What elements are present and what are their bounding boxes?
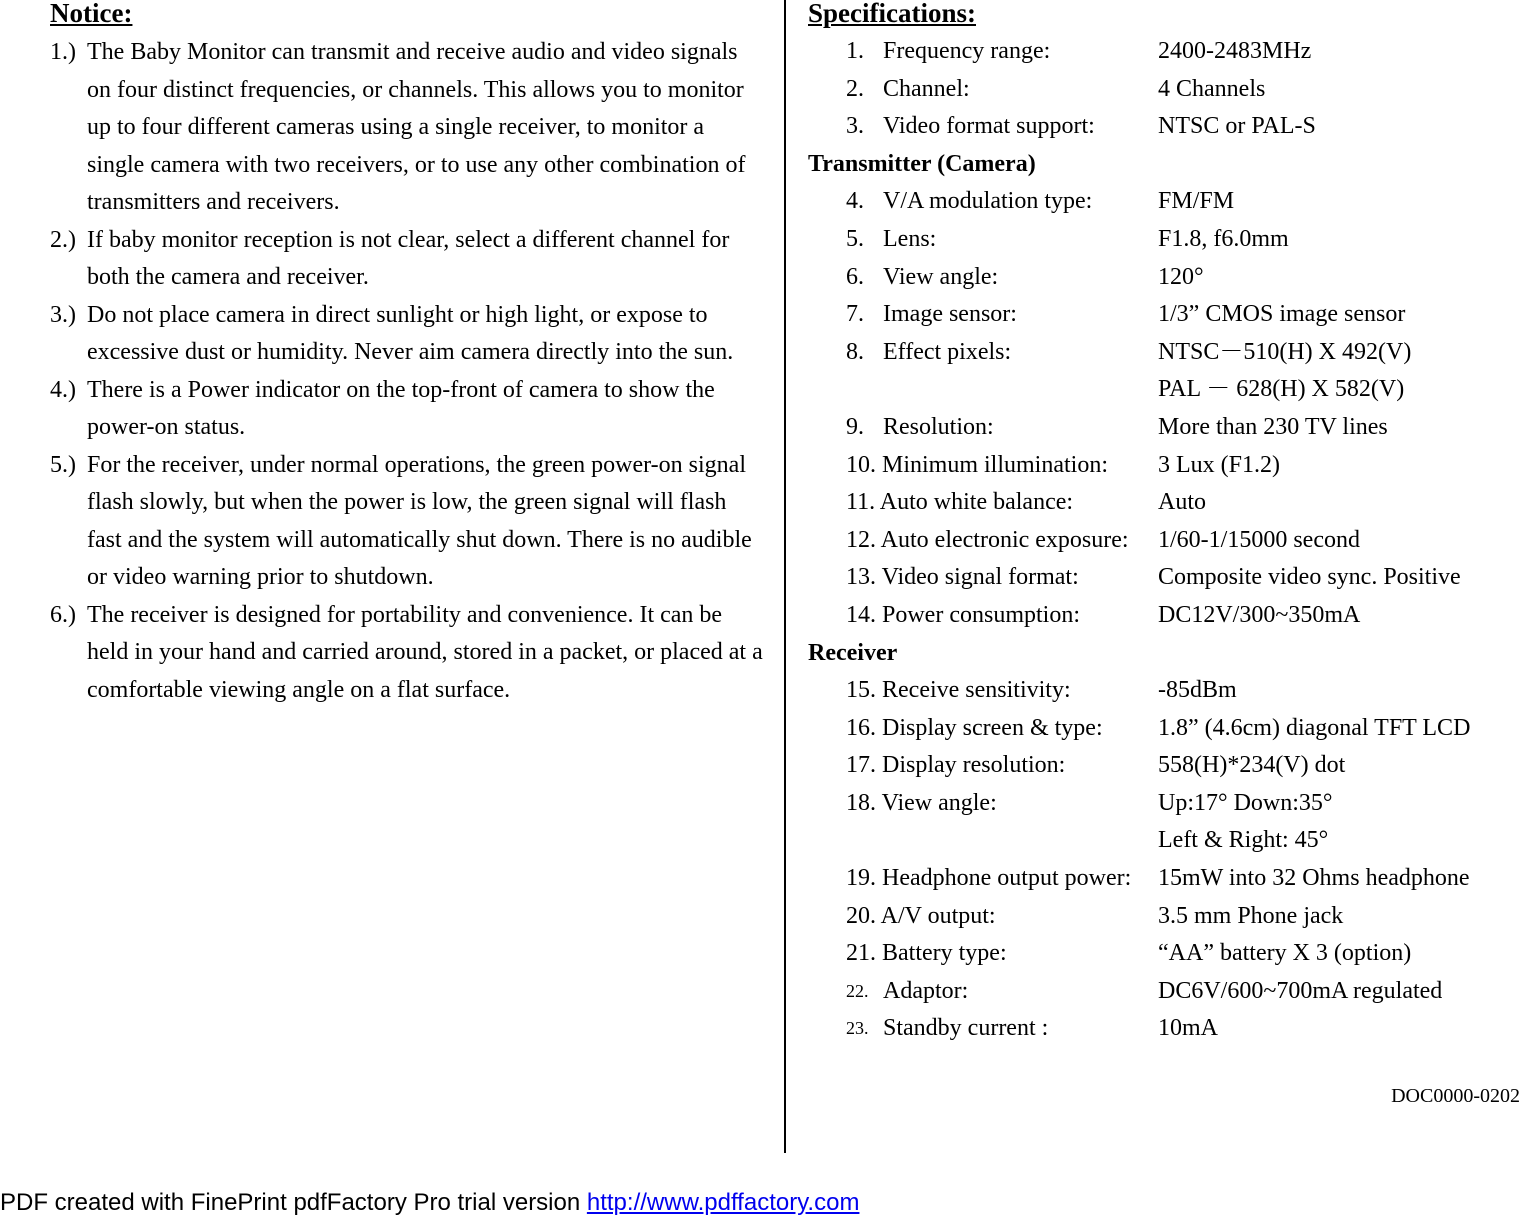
spec-value: 3.5 mm Phone jack	[1158, 902, 1344, 929]
notice-item-2	[50, 222, 765, 297]
spec-label: Video format support:	[883, 113, 1095, 140]
spec-number: 2.	[846, 75, 864, 102]
spec-number: 22.	[846, 980, 869, 1001]
spec-row	[808, 1010, 1520, 1048]
notice-item-6	[50, 597, 765, 710]
spec-number: 9.	[846, 413, 864, 440]
notice-item-text: There is a Power indicator on the top-front of camera to show the power-on status.	[87, 376, 715, 440]
spec-value: Auto	[1158, 489, 1206, 516]
spec-label: Lens:	[883, 225, 937, 252]
spec-label: 11. Auto white balance:	[846, 489, 1074, 516]
document-code: DOC0000-0202	[1391, 1085, 1520, 1107]
notice-item-5	[50, 447, 765, 597]
specifications-heading: Specifications:	[808, 0, 976, 28]
spec-value: 120°	[1158, 263, 1204, 290]
spec-value: Up:17° Down:35°	[1158, 789, 1333, 816]
spec-value: 1.8” (4.6cm) diagonal TFT LCD	[1158, 714, 1471, 741]
spec-label: 20. A/V output:	[846, 902, 996, 929]
spec-value: NTSC or PAL-S	[1158, 113, 1316, 140]
spec-value: 10mA	[1158, 1015, 1218, 1042]
notice-section	[50, 0, 765, 709]
spec-row	[808, 559, 1520, 597]
pdf-footer	[0, 1188, 859, 1218]
spec-label: 18. View angle:	[846, 789, 997, 816]
spec-label: Resolution:	[883, 413, 994, 440]
notice-item-number: 5.)	[50, 451, 76, 478]
spec-row	[808, 973, 1520, 1011]
spec-number: 5.	[846, 225, 864, 252]
notice-item-text: For the receiver, under normal operations, the green power-on signal flash slowly, but when the power is low, the green signal will flash fast and the system will automatically shut down. There is no audible or video warning prior to shutdown.	[87, 451, 752, 590]
spec-value: NTSC－510(H) X 492(V)	[1158, 338, 1412, 365]
spec-row	[808, 71, 1520, 109]
spec-row-continuation	[808, 371, 1520, 409]
spec-value: DC12V/300~350mA	[1158, 601, 1361, 628]
spec-number: 1.	[846, 38, 864, 64]
spec-number: 8.	[846, 338, 864, 365]
spec-label: V/A modulation type:	[883, 188, 1093, 215]
notice-item-number: 4.)	[50, 376, 76, 403]
notice-item-number: 2.)	[50, 226, 76, 253]
spec-row	[808, 259, 1520, 297]
footer-link[interactable]: http://www.pdffactory.com	[586, 1189, 860, 1216]
spec-label: 13. Video signal format:	[846, 564, 1079, 591]
spec-label: 15. Receive sensitivity:	[846, 677, 1071, 704]
spec-value: Composite video sync. Positive	[1158, 564, 1461, 591]
notice-item-number: 1.)	[50, 39, 76, 65]
spec-value: F1.8, f6.0mm	[1158, 225, 1289, 252]
spec-label: 19. Headphone output power:	[846, 865, 1132, 892]
notice-list	[50, 34, 765, 709]
spec-number: 7.	[846, 301, 864, 328]
notice-item-text: If baby monitor reception is not clear, select a different channel for both the camera and receiver.	[87, 226, 730, 290]
spec-value: 3 Lux (F1.2)	[1158, 451, 1280, 478]
spec-row-continuation	[808, 822, 1520, 860]
spec-row	[808, 898, 1520, 936]
column-divider	[784, 0, 786, 1153]
notice-heading: Notice:	[50, 0, 133, 28]
notice-item-text: Do not place camera in direct sunlight or high light, or expose to excessive dust or humidity. Never aim camera directly into the sun.	[87, 301, 734, 365]
spec-number: 23.	[846, 1018, 869, 1039]
spec-value: Left & Right: 45°	[1158, 827, 1329, 854]
specifications-section	[808, 0, 1520, 1107]
spec-label: Adaptor:	[883, 977, 969, 1004]
spec-value: 4 Channels	[1158, 75, 1266, 102]
spec-row	[808, 785, 1520, 823]
spec-label: Channel:	[883, 75, 970, 102]
spec-label: 21. Battery type:	[846, 940, 1007, 967]
spec-label: 12. Auto electronic exposure:	[846, 526, 1129, 553]
spec-row	[808, 409, 1520, 447]
spec-value: PAL － 628(H) X 582(V)	[1158, 376, 1405, 403]
spec-row	[808, 296, 1520, 334]
spec-label: 16. Display screen & type:	[846, 714, 1103, 741]
spec-row	[808, 447, 1520, 485]
spec-row	[808, 935, 1520, 973]
spec-value: More than 230 TV lines	[1158, 413, 1388, 440]
spec-row	[808, 221, 1520, 259]
spec-value: 1/3” CMOS image sensor	[1158, 301, 1406, 328]
spec-label: Standby current :	[883, 1015, 1049, 1042]
transmitter-section-title: Transmitter (Camera)	[808, 150, 1036, 177]
spec-row	[808, 33, 1520, 71]
notice-item-3	[50, 297, 765, 372]
notice-item-text: The receiver is designed for portability and convenience. It can be held in your hand and carried around, stored in a packet, or placed at a comfortable viewing angle on a flat surface.	[87, 601, 763, 703]
spec-row	[808, 108, 1520, 146]
footer-text: PDF created with FinePrint pdfFactory Pro trial version	[0, 1189, 587, 1216]
spec-value: FM/FM	[1158, 188, 1235, 215]
spec-label: View angle:	[883, 263, 999, 290]
notice-item-number: 3.)	[50, 301, 76, 328]
spec-row	[808, 747, 1520, 785]
spec-value: 15mW into 32 Ohms headphone	[1158, 865, 1470, 892]
spec-row	[808, 334, 1520, 372]
spec-value: 2400-2483MHz	[1158, 38, 1312, 64]
spec-number: 6.	[846, 263, 864, 290]
receiver-section-title: Receiver	[808, 639, 898, 666]
spec-value: 558(H)*234(V) dot	[1158, 752, 1346, 779]
spec-row	[808, 710, 1520, 748]
spec-label: Image sensor:	[883, 301, 1017, 328]
spec-value: -85dBm	[1158, 677, 1237, 704]
spec-row	[808, 183, 1520, 221]
spec-label: 17. Display resolution:	[846, 752, 1066, 779]
spec-value: DC6V/600~700mA regulated	[1158, 977, 1443, 1004]
spec-label: Frequency range:	[883, 38, 1051, 64]
spec-value: “AA” battery X 3 (option)	[1158, 940, 1412, 967]
notice-item-4	[50, 372, 765, 447]
notice-item-text: The Baby Monitor can transmit and receive audio and video signals on four distinct frequencies, or channels. This allows you to monitor up to four different cameras using a single receiver, to monitor a single camera with two receivers, or to use any other combination of transmitters and receivers.	[87, 39, 746, 215]
notice-item-1	[50, 34, 765, 222]
spec-row	[808, 672, 1520, 710]
spec-row	[808, 484, 1520, 522]
spec-label: 10. Minimum illumination:	[846, 451, 1109, 478]
spec-row	[808, 860, 1520, 898]
spec-label: Effect pixels:	[883, 338, 1012, 365]
spec-number: 3.	[846, 113, 864, 140]
spec-row	[808, 522, 1520, 560]
spec-number: 4.	[846, 188, 864, 215]
spec-row	[808, 597, 1520, 635]
spec-label: 14. Power consumption:	[846, 601, 1080, 628]
spec-value: 1/60-1/15000 second	[1158, 526, 1360, 553]
notice-item-number: 6.)	[50, 601, 76, 628]
